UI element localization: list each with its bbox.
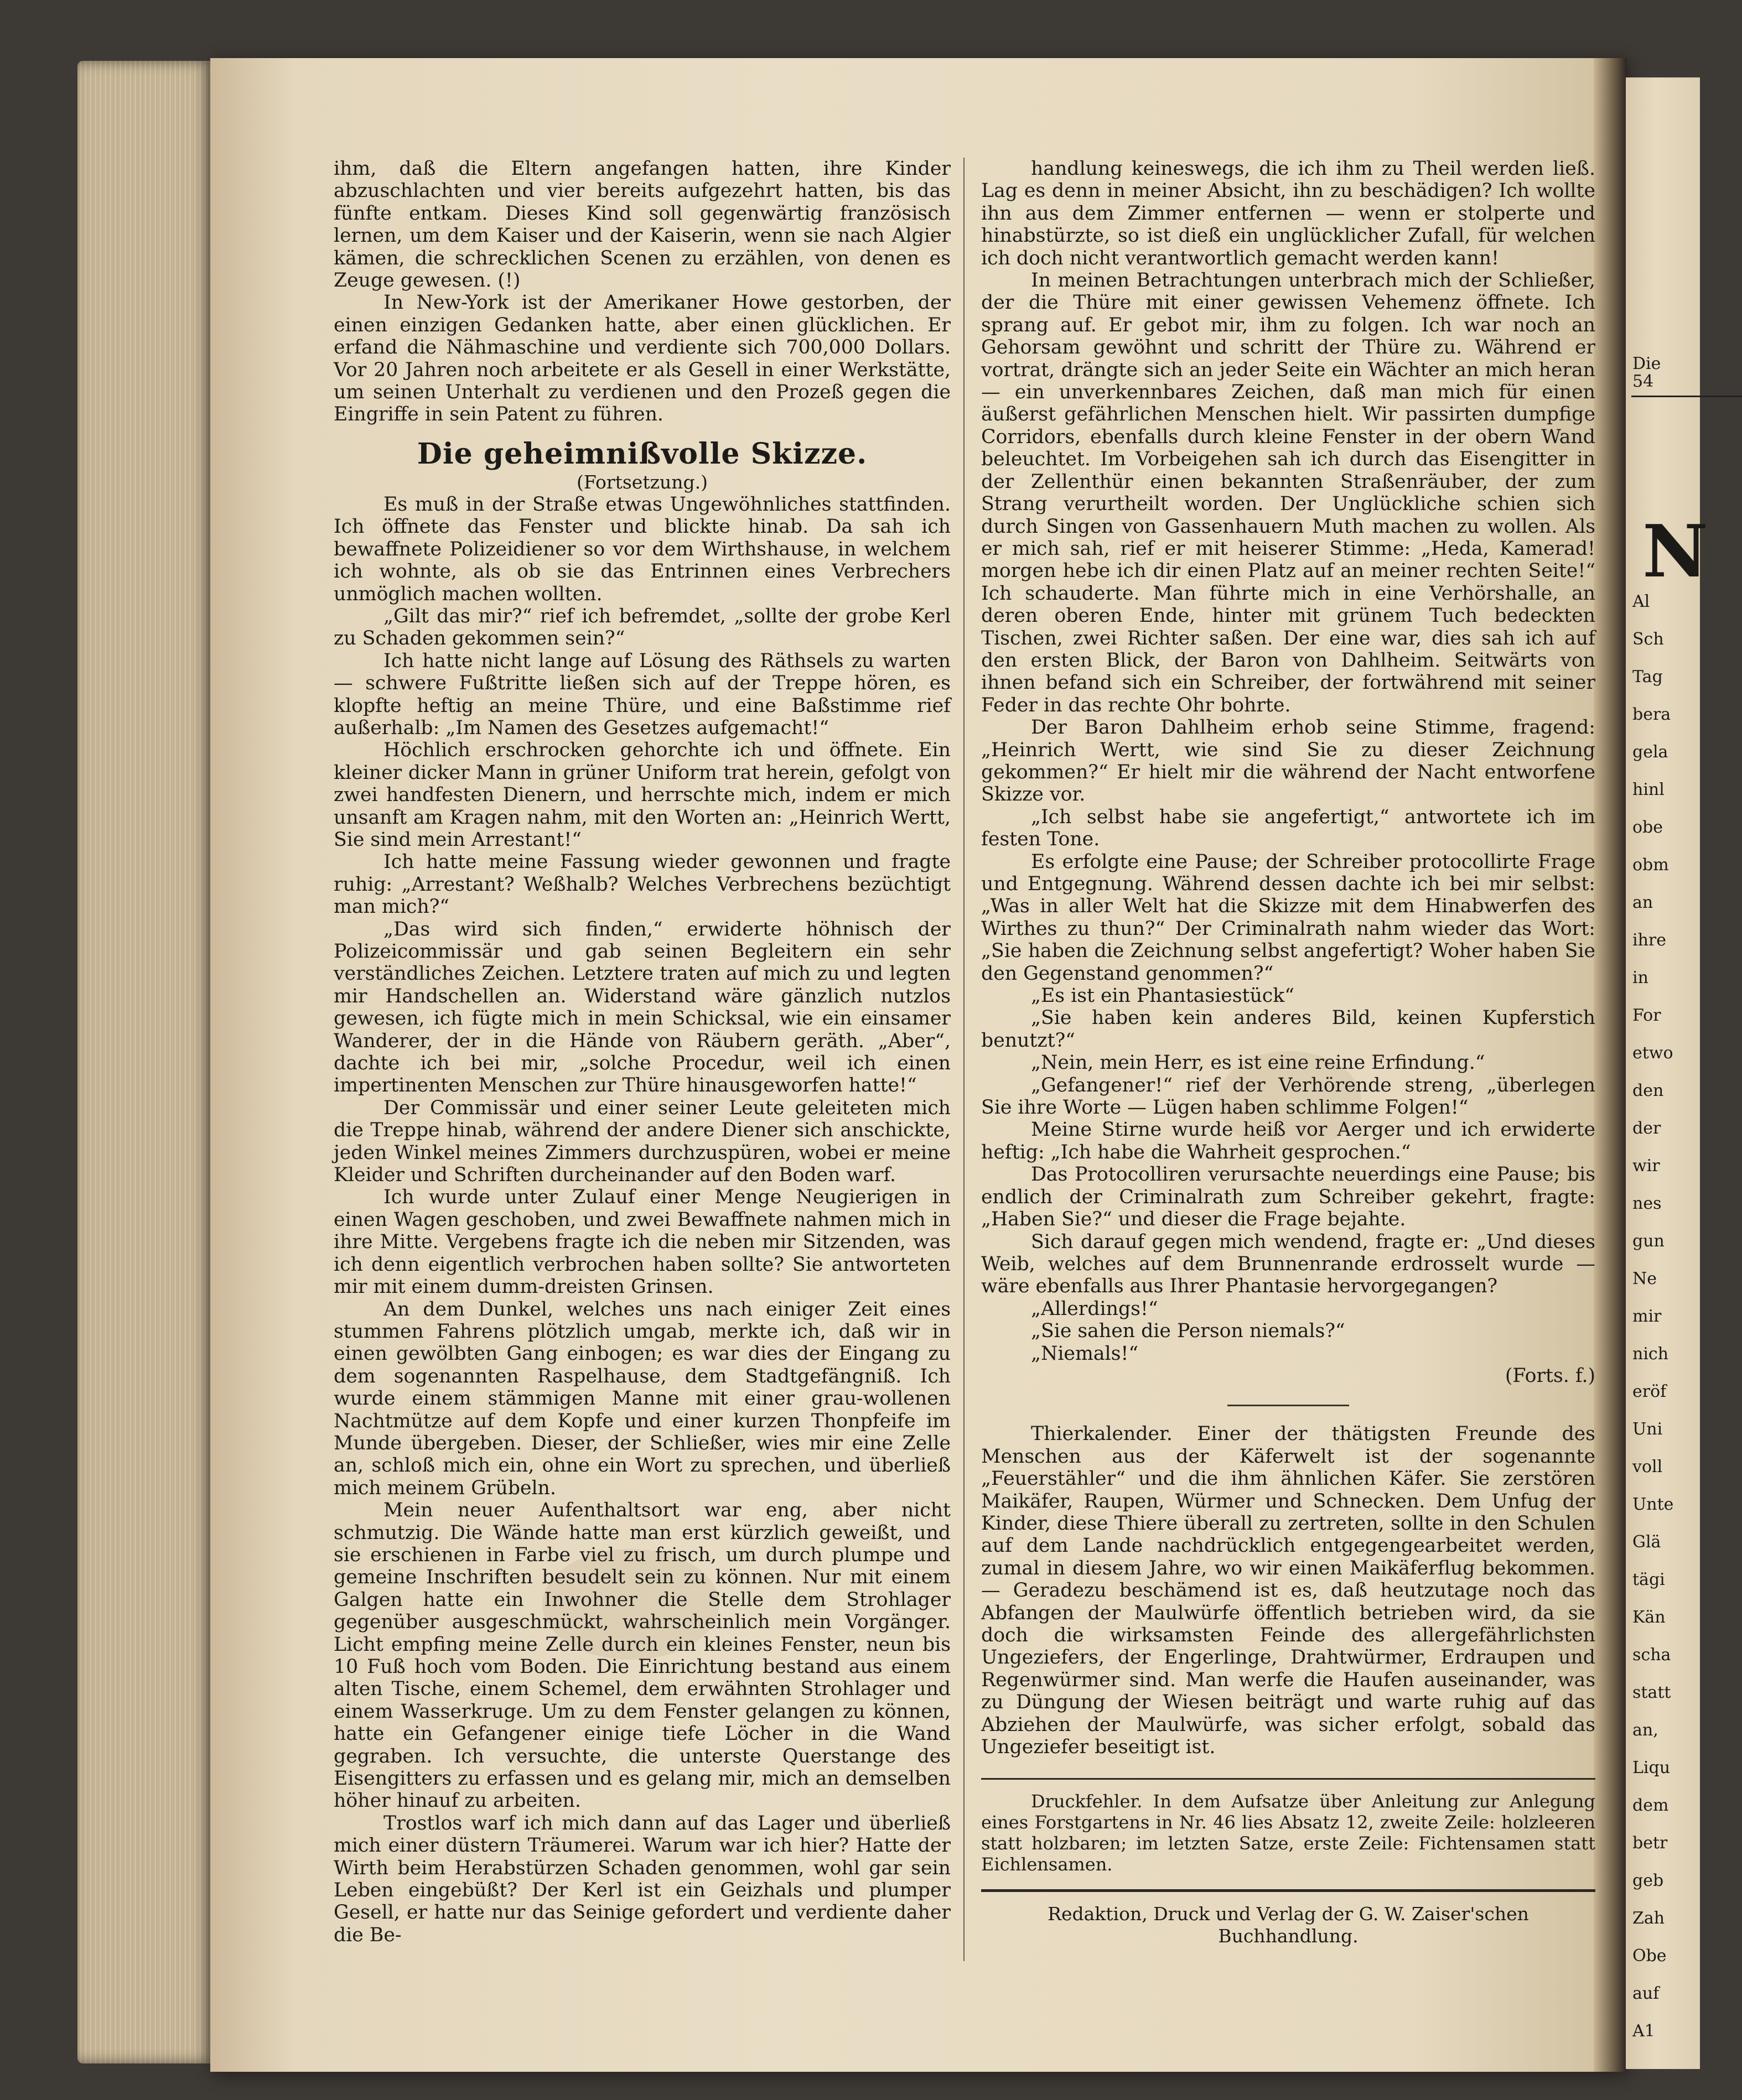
next-page-line-fragment: Liqu xyxy=(1632,1758,1671,1777)
news-paragraph: ihm, daß die Eltern angefangen hatten, ihre Kinder abzuschlachten und vier bereits aufgezehrt hatten, bis das fünfte entkam. Dieses Kind soll gegenwärtig französisch lernen, um dem Kaiser und der Kaiserin, wenn sie nach Algier kämen, die schrecklichen Scenen zu erzählen, von denen es Zeuge gewesen. (!) xyxy=(334,158,951,292)
next-page-line-fragment: Obe xyxy=(1632,1946,1667,1966)
next-page-line-fragment: betr xyxy=(1632,1833,1668,1853)
next-page-line-fragment: Zah xyxy=(1632,1909,1665,1928)
story-paragraph: Ich wurde unter Zulauf einer Menge Neugierigen in einen Wagen geschoben, und zwei Bewaffnete nahmen mich in ihre Mitte. Vergebens fragte ich die neben mir Sitzenden, was ich denn eigentlich verbrochen haben sollte? Sie antworteten mir mit einem dumm-dreisten Grinsen. xyxy=(334,1186,951,1298)
next-page-line-fragment: tägi xyxy=(1632,1570,1665,1589)
next-page-line-fragment: voll xyxy=(1632,1457,1663,1477)
story-paragraph: Trostlos warf ich mich dann auf das Lager und überließ mich einer düstern Träumerei. Warum war ich hier? Hatte der Wirth beim Herabstürzen Schaden genommen, wohl gar sein Leben eingebüßt? Der Kerl ist ein Geizhals und plumper Gesell, er hatte nur das Seinige gefordert und verdiente daher die Be- xyxy=(334,1812,951,1946)
story-paragraph: „Sie sahen die Person niemals?“ xyxy=(1031,1320,1345,1343)
story-paragraph: Der Baron Dahlheim erhob seine Stimme, fragend: „Heinrich Wertt, wie sind Sie zu dieser Zeichnung gekommen?“ Er hielt mir die während der Nacht entworfene Skizze vor. xyxy=(981,716,1595,806)
story-paragraph: Es erfolgte eine Pause; der Schreiber protocollirte Frage und Entgegnung. Während dessen dachte ich bei mir selbst: „Was in aller Welt hat die Skizze mit dem Hinabwerfen des Wirthes zu thun?“ Der Criminalrath nahm wieder das Wort: „Sie haben die Zeichnung selbst angefertigt? Woher haben Sie den Gegenstand genommen?“ xyxy=(981,850,1595,985)
story-paragraph: Höchlich erschrocken gehorchte ich und öffnete. Ein kleiner dicker Mann in grüner Uniform trat herein, gefolgt von zwei handfesten Dienern, und herrschte mich, indem er mich unsanft am Kragen nahm, mit den Worten an: „Heinrich Wertt, Sie sind mein Arrestant!“ xyxy=(334,739,951,851)
next-page-line-fragment: Al xyxy=(1632,592,1650,611)
next-page-line-fragment: bera xyxy=(1632,705,1671,724)
next-page-line-fragment: For xyxy=(1632,1006,1661,1025)
next-page-line-fragment: statt xyxy=(1632,1683,1671,1702)
news-item-thierkalender: Thierkalender. Einer der thätigsten Freunde des Menschen aus der Käferwelt ist der sogenannte „Feuerstähler“ und die ihm ähnlichen Käfer. Sie zerstören Maikäfer, Raupen, Würmer und Schnecken. Dem Unfug der Kinder, diese Thiere überall zu zertreten, sollte in den Schulen auf dem Lande nachdrücklich entgegengearbeitet werden, zumal in diesem Jahre, wo wir einen Maikäferflug bekommen. — Geradezu beschämend ist es, daß heutzutage noch das Abfangen der Maulwürfe öffentlich betrieben wird, da sie doch die wirksamsten Feinde des allergefährlichsten Ungeziefers, der Engerlinge, Drahtwürmer, Erdraupen und Regenwürmer sind. Man werfe die Haufen auseinander, was zu Düngung der Wiesen beiträgt und warte ruhig auf das Abziehen der Maulwürfe, was sicher erfolgt, sobald das Ungeziefer beseitigt ist. xyxy=(981,1423,1595,1759)
next-page-line-fragment: etwo xyxy=(1632,1043,1673,1063)
next-page-line-fragment: Ne xyxy=(1632,1269,1657,1288)
column-separator xyxy=(963,158,965,1961)
next-page-line-fragment: gela xyxy=(1632,742,1668,762)
imprint: Redaktion, Druck und Verlag der G. W. Zaiser'schen Buchhandlung. xyxy=(1048,1903,1529,1947)
story-paragraph: Der Commissär und einer seiner Leute geleiteten mich die Treppe hinab, während der andere Diener sich anschickte, jeden Winkel meines Zimmers durchzuspüren, wobei er meine Kleider und Schriften durcheinander auf den Boden warf. xyxy=(334,1096,951,1187)
next-page-line-fragment: eröf xyxy=(1632,1382,1667,1401)
story-paragraph: Ich hatte nicht lange auf Lösung des Räthsels zu warten — schwere Fußtritte ließen sich auf der Treppe hören, es klopfte heftig an meine Thüre, und eine Baßstimme rief außerhalb: „Im Namen des Gesetzes aufgemacht!“ xyxy=(334,649,951,739)
story-paragraph: Das Protocolliren verursachte neuerdings eine Pause; bis endlich der Criminalrath zum Schreiber gekehrt, fragte: „Haben Sie?“ und dieser die Frage bejahte. xyxy=(981,1163,1595,1231)
news-paragraph: In New-York ist der Amerikaner Howe gestorben, der einen einzigen Gedanken hatte, aber einen glücklichen. Er erfand die Nähmaschine und verdiente sich 700,000 Dollars. Vor 20 Jahren noch arbeitete er als Gesell in einer Werkstätte, um seinen Unterhalt zu verdienen und den Prozeß gegen die Eingriffe in sein Patent zu führen. xyxy=(334,292,951,426)
next-page-line-fragment: scha xyxy=(1632,1645,1671,1665)
next-page-line-fragment: wir xyxy=(1632,1156,1660,1176)
story-paragraph: „Ich selbst habe sie angefertigt,“ antwortete ich im festen Tone. xyxy=(981,805,1595,851)
next-page-line-fragment: geb xyxy=(1632,1871,1664,1890)
next-page-line-fragment: an xyxy=(1632,893,1653,912)
story-paragraph: „Gefangener!“ rief der Verhörende streng, „überlegen Sie ihre Worte — Lügen haben schlimme Folgen!“ xyxy=(981,1074,1595,1119)
book-gutter xyxy=(1594,58,1627,2072)
story-paragraph: „Allerdings!“ xyxy=(1031,1297,1158,1320)
story-paragraph: An dem Dunkel, welches uns nach einiger Zeit eines stummen Fahrens plötzlich umgab, merkte ich, daß wir in einen gewölbten Gang einbogen; es war dies der Eingang zu dem sogenannten Raspelhause, dem Stadtgefängniß. Ich wurde einem stämmigen Manne mit einer grau-wollenen Nachtmütze auf dem Kopfe und einer kurzen Thonpfeife im Munde übergeben. Dieser, der Schließer, wies mir eine Zelle an, schloß mich ein, ohne ein Wort zu sprechen, und überließ mich meinem Grübeln. xyxy=(334,1298,951,1499)
next-page-top-line: 54 xyxy=(1632,372,1654,391)
next-page-line-fragment: Kän xyxy=(1632,1608,1666,1627)
story-paragraph: In meinen Betrachtungen unterbrach mich der Schließer, der die Thüre mit einer gewissen Vehemenz öffnete. Ich sprang auf. Er gebot mir, ihm zu folgen. Ich war noch an Gehorsam gewöhnt und schritt der Thüre zu. Während er vortrat, drängte sich an jeder Seite ein Wächter an mich heran — ein unverkennbares Zeichen, daß man mich für einen äußerst gefährlichen Menschen hielt. Wir passirten dumpfige Corridors, ebenfalls durch kleine Fenster in der obern Wand beleuchtet. Im Vorbeigehen sah ich durch das Eisengitter in der Zellenthür einen bekannten Straßenräuber, der zum Strang verurtheilt worden. Der Unglückliche schien sich durch Singen von Gassenhauern Muth machen zu wollen. Als er mich sah, rief er mit heiserer Stimme: „Heda, Kamerad! morgen hebe ich dir einen Platz auf an meiner rechten Seite!“ Ich schauderte. Man führte mich in eine Verhörshalle, an deren oberen Ende, hinter mit grünem Tuch bedeckten Tischen, zwei Richter saßen. Der eine war, dies sah ich auf den ersten Blick, der Baron von Dahlheim. Seitwärts von ihnen befand sich ein Schreiber, der fortwährend mit seiner Feder in das rechte Ohr bohrte. xyxy=(981,269,1595,716)
story-paragraph: Mein neuer Aufenthaltsort war eng, aber nicht schmutzig. Die Wände hatte man erst kürzlich geweißt, und sie erschienen in Farbe viel zu frisch, um durch plumpe und gemeine Inschriften besudelt sein zu können. Nur mit einem Galgen hatte ein Inwohner die Stelle dem Strohlager gegenüber ausgeschmückt, wahrscheinlich mein Vorgänger. Licht empfing meine Zelle durch ein kleines Fenster, neun bis 10 Fuß hoch vom Boden. Die Einrichtung bestand aus einem alten Tische, einem Schemel, dem erwähnten Strohlager und einem Wasserkruge. Um zu dem Fenster gelangen zu können, hatte ein Gefangener einige tiefe Löcher in die Wand gegraben. Ich versuchte, die unterste Querstange des Eisengitters zu erfassen und es gelang mir, mich an demselben höher hinauf zu arbeiten. xyxy=(334,1499,951,1812)
next-page-line-fragment: Sch xyxy=(1632,630,1664,649)
story-paragraph: „Gilt das mir?“ rief ich befremdet, „sollte der grobe Kerl zu Schaden gekommen sein?“ xyxy=(334,605,951,650)
imprint-rule xyxy=(981,1889,1595,1892)
story-paragraph: handlung keineswegs, die ich ihm zu Theil werden ließ. Lag es denn in meiner Absicht, ihn zu beschädigen? Ich wollte ihn aus dem Zimmer entfernen — wenn er stolperte und hinabstürzte, so ist dieß ein unglücklicher Zufall, für welchen ich doch nicht verantwortlich gemacht werden kann! xyxy=(981,158,1595,269)
next-page-line-fragment: ihre xyxy=(1632,931,1667,950)
next-page-line-fragment: der xyxy=(1632,1119,1661,1138)
story-paragraph: „Sie haben kein anderes Bild, keinen Kupferstich benutzt?“ xyxy=(981,1007,1595,1052)
left-column xyxy=(334,158,951,1946)
next-page-line-fragment: Unte xyxy=(1632,1495,1674,1514)
next-page-line-fragment: gun xyxy=(1632,1231,1665,1251)
story-body xyxy=(334,493,951,1946)
next-page-line-fragment: in xyxy=(1632,968,1648,987)
story-signoff: (Forts. f.) xyxy=(1505,1364,1595,1387)
story-subtitle: (Fortsetzung.) xyxy=(577,471,708,493)
section-divider xyxy=(1227,1405,1349,1406)
next-page-line-fragment: Glä xyxy=(1632,1532,1661,1552)
next-page-line-fragment: nes xyxy=(1632,1194,1662,1213)
story-paragraph: Ich hatte meine Fassung wieder gewonnen und fragte ruhig: „Arrestant? Weßhalb? Welches Verbrechens bezüchtigt man mich?“ xyxy=(334,851,951,918)
next-page-line-fragment: nich xyxy=(1632,1344,1669,1364)
next-page-line-fragment: Tag xyxy=(1632,667,1663,687)
next-page-line-fragment: mir xyxy=(1632,1307,1662,1326)
next-page-masthead-letter: N xyxy=(1642,509,1708,594)
next-page-line-fragment: an, xyxy=(1632,1720,1658,1740)
next-page-line-fragment: A1 xyxy=(1632,2021,1655,2041)
story-paragraph: „Es ist ein Phantasiestück“ xyxy=(1031,985,1294,1007)
next-page-line-fragment: obm xyxy=(1632,855,1669,875)
next-page-top-line: Die xyxy=(1632,354,1661,373)
next-page-line-fragment: den xyxy=(1632,1081,1664,1100)
next-page-line-fragment: dem xyxy=(1632,1796,1669,1815)
story-paragraph: „Niemals!“ xyxy=(1031,1342,1139,1365)
story-paragraph: „Nein, mein Herr, es ist eine reine Erfindung.“ xyxy=(1031,1052,1485,1074)
next-page-fragment xyxy=(1626,77,1708,2069)
story-title: Die geheimnißvolle Skizze. xyxy=(417,436,868,471)
right-column xyxy=(981,158,1595,1947)
story-body-continued xyxy=(981,158,1595,1365)
book-page-edges xyxy=(77,61,213,2063)
erratum-note: Druckfehler. In dem Aufsatze über Anleitung zur Anlegung eines Forstgartens in Nr. 46 lies Absatz 12, zweite Zeile: holzleeren statt holzbaren; im letzten Satze, erste Zeile: Fichtensamen statt Eichlensamen. xyxy=(981,1791,1595,1875)
story-paragraph: Es muß in der Straße etwas Ungewöhnliches stattfinden. Ich öffnete das Fenster und blickte hinab. Da sah ich bewaffnete Polizeidiener so vor dem Wirthshause, in welchem ich wohnte, als ob sie das Entrinnen eines Verbrechers unmöglich machen wollten. xyxy=(334,493,951,605)
erratum-divider xyxy=(981,1778,1595,1780)
story-paragraph: Sich darauf gegen mich wendend, fragte er: „Und dieses Weib, welches auf dem Brunnenrande erdrosselt wurde — wäre ebenfalls aus Ihrer Phantasie hervorgegangen? xyxy=(981,1230,1595,1298)
next-page-line-fragment: auf xyxy=(1632,1984,1660,2003)
story-paragraph: „Das wird sich finden,“ erwiderte höhnisch der Polizeicommissär und gab seinen Begleitern ein sehr verständliches Zeichen. Letztere traten auf mich zu und legten mir Handschellen an. Widerstand wäre gänzlich nutzlos gewesen, ich fügte mich in mein Schicksal, wie ein einsamer Wanderer, der in die Hände von Räubern geräth. „Aber“, dachte ich bei mir, „solche Procedur, weil ich einen impertinenten Menschen zur Thüre hinausgeworfen hatte!“ xyxy=(334,918,951,1097)
next-page-line-fragment: hinl xyxy=(1632,780,1665,799)
next-page-line-fragment: obe xyxy=(1632,818,1663,837)
next-page-rule xyxy=(1631,396,1742,397)
next-page-line-fragment: Uni xyxy=(1632,1420,1663,1439)
story-paragraph: Meine Stirne wurde heiß vor Aerger und ich erwiderte heftig: „Ich habe die Wahrheit gesprochen.“ xyxy=(981,1119,1595,1163)
